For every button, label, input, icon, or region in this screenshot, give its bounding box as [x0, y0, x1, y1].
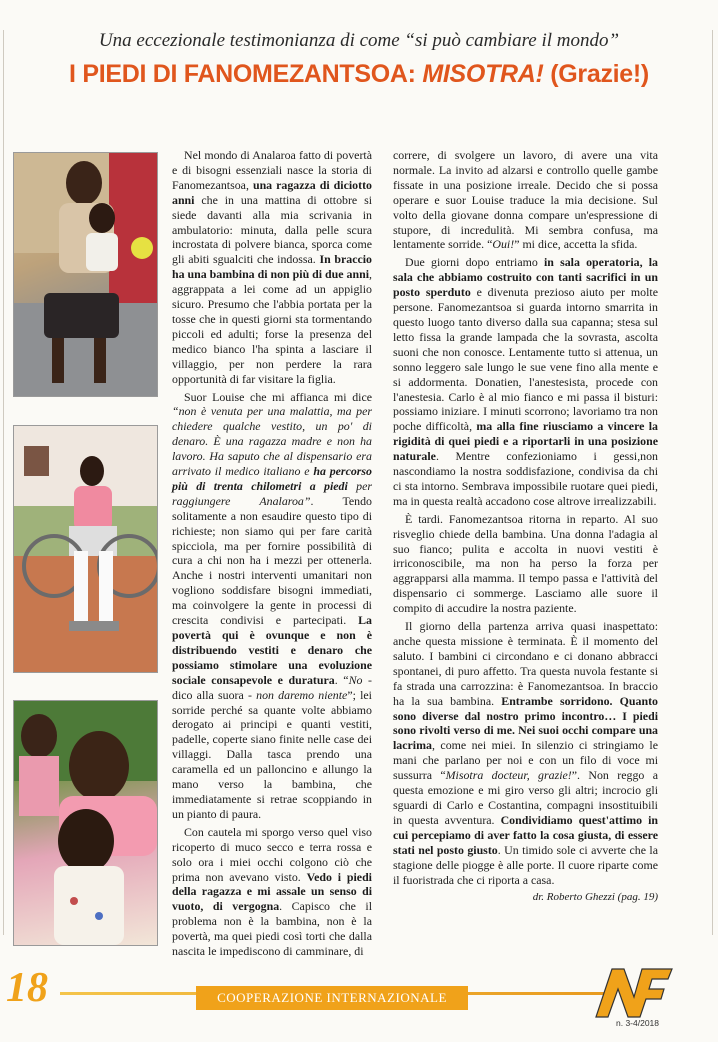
text-run: Misotra docteur, grazie! [445, 768, 572, 783]
text-run: Suor Louise che mi affianca mi dice [184, 389, 372, 404]
text-run: . “ [334, 672, 349, 687]
text-run: . Capisco che il problema non è la bambina, non è la povertà, ma quei piedi così torti che dalla nascita le impediscono di camminare, di [172, 899, 373, 959]
text-run: ” mi dice, accetta la sfida. [514, 237, 638, 252]
text-run: in sala operatoria, la sala che abbiamo costruito con tanti sacrifici in un posto sperduto [393, 255, 658, 300]
text-run: . Tendo solitamente a non esaudire questo tipo di richieste; non siamo qui per fare carità spicciola, ma per fornire possibilità di cura a chi non ha i mezzi per ottenerla. Anche i nostri interventi umanitari non vogliono soddisfare bisogni immediati, ma coinvolgere la gente in processi di crescita condivisi e partecipati. [172, 493, 372, 628]
text-run: , come nei miei. In silenzio ci stringiamo le mani che parlano per noi e con un filo di voce mi sussurra “ [393, 738, 658, 783]
paragraph [172, 148, 372, 387]
text-run: Entrambe sorridono. Quanto sono diverse dal nostro primo incontro… I piedi sono rivolti verso di me. Nei suoi occhi compare una lacrima [393, 693, 658, 753]
text-run: Con cautela mi sporgo verso quel viso ricoperto di muco secco e terra rossa e solo ora i miei occhi colgono ciò che prima non avevano visto. [172, 824, 372, 884]
text-run: . Un timido sole ci avverte che la stagione delle piogge è alle porte. Il cuore riparte come il fuoristrada che ci riporta a casa. [393, 842, 658, 887]
text-run: Oui! [492, 237, 515, 252]
text-run: No [348, 672, 363, 687]
title-accent: MISOTRA! [422, 60, 544, 88]
text-run: . Mentre confezioniamo i gessi,non nascondiamo la nostra soddisfazione, condivisa da chi ci sta intorno. Sembrava impossibile ruotare quei piedi, ma in questa realtà accadono cose altrove irrealizzabili. [393, 449, 658, 508]
text-run: Condividiamo quest'attimo in cui percepiamo di aver fatto la cosa giusta, di essere stati nel posto giusto [393, 812, 658, 857]
paragraph [172, 825, 372, 959]
paragraph [393, 148, 658, 252]
issue-number: n. 3-4/2018 [616, 1018, 660, 1028]
title-end: (Grazie!) [550, 60, 649, 88]
text-run: Due giorni dopo entriamo [405, 255, 544, 270]
text-run: Nel mondo di Analaroa fatto di povertà e di bisogni essenziali nasce la storia di Fanomezantsoa, [172, 148, 372, 192]
section-label: COOPERAZIONE INTERNAZIONALE [196, 986, 468, 1010]
paragraph [393, 255, 658, 508]
text-run: una ragazza di diciotto anni [172, 177, 372, 207]
text-run: ma alla fine riusciamo a vincere la rigidità di quei piedi e a riportarli in una posizione naturale [393, 419, 658, 464]
photo-wheelchair-with-casts [13, 425, 158, 673]
photo-mother-with-child [13, 152, 158, 397]
article-title [0, 60, 718, 89]
left-page-edge [3, 30, 4, 935]
paragraph [393, 619, 658, 887]
paragraph [393, 512, 658, 616]
magazine-logo-icon [594, 963, 674, 1019]
page-number: 18 [6, 965, 48, 1011]
article-column-1 [172, 148, 372, 962]
text-run: In braccio ha una bambina di non più di due anni [172, 252, 372, 282]
text-run: ”; lei sorride perché sa quante volte abbiamo derogato ai principi e quanti vestiti, padelle, coperte siano finite nelle case dei villaggi. Dalla tasca prendo una caramella ed un palloncino e allungo la mano verso la bambina, che immediatamente si retrae scoppiando in un pianto di paura. [172, 687, 372, 821]
text-run: “non è venuta per una malattia, ma per chiedere qualche vestito, un po' di denaro. È una ragazza madre e non ha lavoro. Ha saputo che al dispensario era arrivato il medico italiano e [172, 404, 372, 479]
text-run: non daremo niente [256, 687, 348, 702]
title-main: I PIEDI DI FANOMEZANTSOA: [69, 60, 416, 88]
text-run: e divenuta prezioso aiuto per molte persone. Fanomezantsoa si guarda intorno smarrita in questo luogo tanto diverso dalla sua capanna; stesa sul letto fissa la grande lampada che la sovrasta, ascolta suoni che non conosce. Lentamente tutto si attenua, un sonno leggero sale lungo le sue vene fino alla mente e si addormenta. Donatien, l'anestesista, procede con l'anestesia. Carlo è al mio fianco e mi passa il bisturi: possiamo iniziare. I minuti scorrono; lavoriamo tra non poche difficoltà, [393, 285, 658, 434]
text-run: Il giorno della partenza arriva quasi inaspettato: anche questa missione è terminata. È il momento del saluto. I bambini ci circondano e ci donano abbracci spontanei, di puro affetto. Tra questa nuvola festante si fa strada una carrozzina: è Fanomezantsoa. In braccio ha la sua bambina. [393, 619, 658, 708]
author-signature: dr. Roberto Ghezzi (pag. 19) [532, 891, 658, 904]
text-run: La povertà qui è ovunque e non è distribuendo vestiti e denaro che possiamo stimolare una evoluzione sociale consapevole e duratura [172, 613, 372, 687]
paragraph [172, 390, 372, 822]
text-run: ha percorso più di trenta chilometri a piedi [172, 464, 372, 493]
text-run: per raggiungere Analaroa” [172, 478, 372, 508]
text-run: - dico alla suora - [172, 672, 372, 702]
text-run: correre, di svolgere un lavoro, di avere una vita normale. La invito ad alzarsi e controllo quelle gambe fissate in una posizione irreale. Decido che si possa operare e suor Louise traduce la mia decisione. Sul volto della giovane donna compare un'espressione di stupore, di incredulità. Mi sembra confusa, ma lentamente sorride. “ [393, 148, 658, 252]
text-run: che in una mattina di ottobre si siede davanti alla mia scrivania in ambulatorio: minuta, dalla pelle scura incrostata di polvere bianca, sporca come gli abiti sgualciti che indossa. [172, 192, 372, 267]
column-2-body [393, 148, 658, 887]
article-column-2 [393, 148, 658, 905]
photo-smiling-mother-and-child [13, 700, 158, 946]
text-run: È tardi. Fanomezantsoa ritorna in reparto. Al suo risveglio chiede della bambina. Una donna l'adagia al suo fianco; pulita e accolta in nuovi vestiti è irriconoscibile, ma non ha perso la forza per aggrapparsi alla mamma. Il tempo passa e l'attività del dispensario ci sommerge. Lasciamo alle suore il compito di accudire la nostra paziente. [393, 511, 658, 616]
text-run: ”. Non reggo a questa emozione e mi giro verso gli altri; incrocio gli sguardi di Carlo e Costantina, compagni insostituibili in questa avventura. [393, 768, 658, 827]
right-page-edge [712, 30, 713, 935]
article-kicker: Una eccezionale testimonianza di come “si può cambiare il mondo” [98, 30, 620, 51]
text-run: , aggrappata a lei come ad un appiglio sicuro. Presumo che l'abbia portata per la tosse che in questi giorni sta tormentando piccoli ed adulti; forse la presenza del medico bianco l'ha spinta a lasciare il villaggio, per non perdere la rara opportunità di far visitare la figlia. [172, 267, 372, 386]
text-run: Vedo i piedi della ragazza e mi assale un senso di vuoto, di vergogna [172, 869, 372, 914]
